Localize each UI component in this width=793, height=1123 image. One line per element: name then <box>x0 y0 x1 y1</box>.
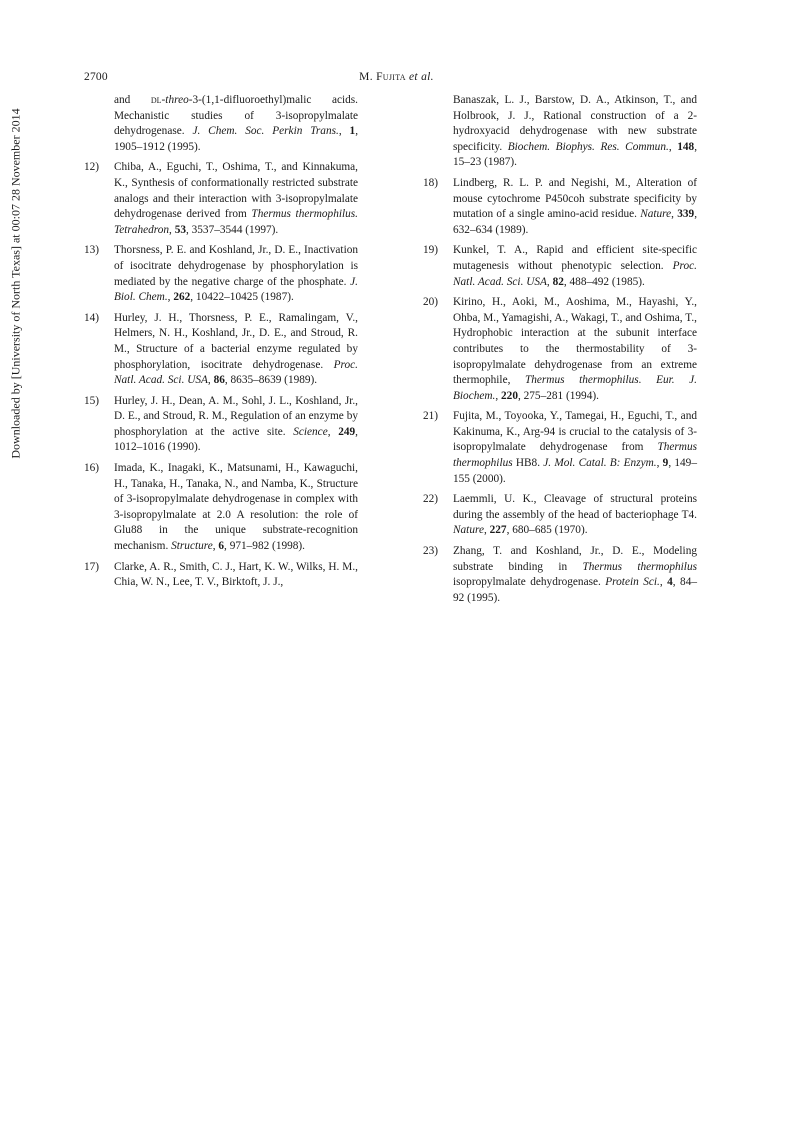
reference-item: 14) Hurley, J. H., Thorsness, P. E., Ramalingam, V., Helmers, N. H., Koshland, Jr., D. E., and Stroud, R. M., Structure of a bacterial enzyme regulated by phosphorylation, isocitrate dehydrogenase. Proc. Natl. Acad. Sci. USA, 86, 8635–8639 (1989). <box>84 311 358 387</box>
reference-journal: Nature <box>640 208 672 221</box>
reference-number: 22) <box>423 493 439 506</box>
reference-journal: J. Mol. Catal. B: Enzym. <box>543 457 657 470</box>
reference-journal: Structure <box>171 540 213 553</box>
reference-item: 18) Lindberg, R. L. P. and Negishi, M., Alteration of mouse cytochrome P450coh substrate specificity by mutation of a single amino-acid residue. Nature, 339, 632–634 (1989). <box>423 176 698 236</box>
reference-continuation: and dl-threo-3-(1,1-difluoroethyl)malic acids. Mechanistic studies of 3-isopropylmalate dehydrogenase. J. Chem. Soc. Perkin Trans., 1, 1905–1912 (1995). <box>114 94 359 153</box>
reference-volume: 53 <box>174 223 186 236</box>
reference-continuation: Banaszak, L. J., Barstow, D. A., Atkinson, T., and Holbrook, J. J., Rational construction of a 2-hydroxyacid dehydrogenase with new substrate specificity. Biochem. Biophys. Res. Commun., 148, 15–23 (1987). <box>453 94 698 169</box>
reference-volume: 4 <box>667 576 673 589</box>
reference-number: 20) <box>423 296 439 309</box>
reference-number: 21) <box>423 410 439 423</box>
running-head-prefix: M. <box>359 71 377 83</box>
reference-item: 20) Kirino, H., Aoki, M., Aoshima, M., Hayashi, Y., Ohba, M., Yamagishi, A., Wakagi, T., and Oshima, T., Hydrophobic interaction at the subunit interface contributes to the thermostability of 3-isopropylmalate dehydrogenase from an extreme thermophile, Thermus thermophilus. Eur. J. Biochem., 220, 275–281 (1994). <box>423 296 697 402</box>
reference-column-right <box>423 93 697 611</box>
reference-item: 23) Zhang, T. and Koshland, Jr., D. E., Modeling substrate binding in Thermus thermophilus isopropylmalate dehydrogenase. Protein Sci., 4, 84–92 (1995). <box>423 545 697 604</box>
reference-number: 14) <box>84 311 100 324</box>
reference-volume: 227 <box>489 524 507 537</box>
reference-item: 19) Kunkel, T. A., Rapid and efficient site-specific mutagenesis without phenotypic selection. Proc. Natl. Acad. Sci. USA, 82, 488–492 (1985). <box>423 244 697 288</box>
reference-item: 22) Laemmli, U. K., Cleavage of structural proteins during the assembly of the head of bacteriophage T4. Nature, 227, 680–685 (1970). <box>423 493 697 537</box>
reference-volume: 86 <box>213 374 225 387</box>
reference-number: 23) <box>423 545 439 558</box>
reference-volume: 6 <box>218 540 225 553</box>
running-head <box>0 71 793 83</box>
reference-journal: Science <box>293 425 328 438</box>
reference-journal: Proc. Natl. Acad. Sci. USA <box>453 259 697 288</box>
reference-item: 17) Clarke, A. R., Smith, C. J., Hart, K. W., Wilks, H. M., Chia, W. N., Lee, T. V., Birktoft, J. J., <box>84 560 358 589</box>
reference-item: 15) Hurley, J. H., Dean, A. M., Sohl, J. L., Koshland, Jr., D. E., and Stroud, R. M., Regulation of an enzyme by phosphorylation at the active site. Science, 249, 1012–1016 (1990). <box>84 394 358 454</box>
dl-prefix: dl <box>150 94 162 106</box>
reference-journal: Proc. Natl. Acad. Sci. USA <box>114 358 358 387</box>
reference-volume: 220 <box>501 389 518 402</box>
reference-volume: 339 <box>677 208 695 221</box>
reference-item: 13) Thorsness, P. E. and Koshland, Jr., D. E., Inactivation of isocitrate dehydrogenase by phosphorylation is mediated by the negative charge of the phosphate. J. Biol. Chem., 262, 10422–10425 (1987). <box>84 244 358 304</box>
reference-number: 12) <box>84 161 100 174</box>
reference-journal: Protein Sci. <box>605 576 660 589</box>
reference-volume: 1 <box>349 125 356 138</box>
reference-volume: 148 <box>677 140 695 153</box>
download-notice: Downloaded by [University of North Texas] at 00:07 28 November 2014 <box>8 108 23 459</box>
reference-number: 19) <box>423 244 439 257</box>
reference-journal: Tetrahedron <box>114 223 170 236</box>
reference-column-left <box>84 93 358 596</box>
reference-journal: Biochem. Biophys. Res. Commun. <box>507 140 669 153</box>
reference-number: 18) <box>423 176 439 189</box>
reference-journal: J. Biol. Chem. <box>114 275 358 304</box>
reference-volume: 262 <box>173 291 191 304</box>
reference-volume: 9 <box>662 457 669 470</box>
reference-journal: Thermus thermophilus. Eur. J. Biochem. <box>453 374 697 402</box>
reference-item: 12) Chiba, A., Eguchi, T., Oshima, T., and Kinnakuma, K., Synthesis of conformationally restricted substrate analogs and their interaction with 3-isopropylmalate dehydrogenase derived from Thermus thermophilus. Tetrahedron, 53, 3537–3544 (1997). <box>84 161 358 236</box>
page-number: 2700 <box>84 71 108 83</box>
reference-number: 13) <box>84 244 100 257</box>
reference-number: 16) <box>84 462 100 475</box>
reference-number: 15) <box>84 394 100 407</box>
reference-item: 21) Fujita, M., Toyooka, Y., Tamegai, H., Eguchi, T., and Kakinuma, K., Arg-94 is crucial to the catalysis of 3-isopropylmalate dehydrogenase from Thermus thermophilus HB8. J. Mol. Catal. B: Enzym., 9, 149–155 (2000). <box>423 410 697 485</box>
reference-journal: Nature <box>453 524 484 537</box>
reference-number: 17) <box>84 560 100 573</box>
reference-item: 16) Imada, K., Inagaki, K., Matsunami, H., Kawaguchi, H., Tanaka, H., Tanaka, N., and Namba, K., Structure of 3-isopropylmalate dehydrogenase in complex with 3-isopropylmalate at 2.0 A resolution: the role of Glu88 in the unique substrate-recognition mechanism. Structure, 6, 971–982 (1998). <box>84 462 358 553</box>
reference-volume: 249 <box>338 425 356 438</box>
running-head-author: Fujita <box>376 71 406 83</box>
reference-journal: J. Chem. Soc. Perkin Trans. <box>192 125 339 138</box>
reference-volume: 82 <box>552 275 564 288</box>
running-head-etal: et al. <box>405 71 434 83</box>
